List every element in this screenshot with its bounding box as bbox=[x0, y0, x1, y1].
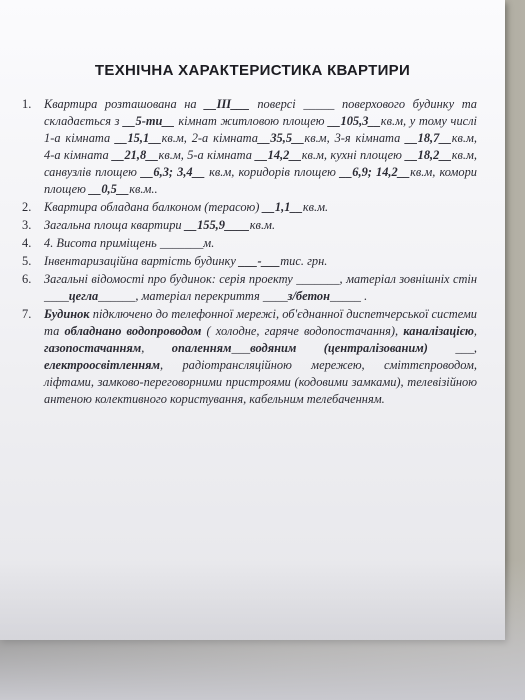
filled-value: __35,5__ bbox=[257, 131, 305, 145]
characteristics-list bbox=[22, 96, 477, 409]
text-fragment: 4. Висота приміщень _______м. bbox=[44, 236, 215, 250]
document-title: ТЕХНІЧНА ХАРАКТЕРИСТИКА КВАРТИРИ bbox=[94, 62, 411, 79]
filled-value: з/бетон bbox=[287, 289, 331, 303]
text-fragment: Загальні відомості про будинок: серія проекту _______, матеріал зовнішніх стін ____ bbox=[44, 272, 477, 303]
text-fragment: тис. грн. bbox=[280, 254, 328, 268]
item-text bbox=[44, 97, 477, 196]
filled-value: газопостачанням bbox=[44, 341, 142, 355]
filled-value: __18,7__ bbox=[405, 131, 452, 145]
text-fragment: кв.м, 3-я кімната bbox=[304, 131, 406, 145]
text-fragment: кв.м, 2-а кімната bbox=[161, 131, 258, 145]
item-number: 5. bbox=[22, 254, 32, 268]
text-fragment: , bbox=[141, 341, 172, 355]
text-fragment: кв.м, у тому числі 1-а кімната bbox=[44, 114, 477, 145]
text-fragment: , радіотрансляційною мережею, сміттєпроводом, ліфтами, замково-переговорними пристроями (кодовими замками), телевізійною антеною колективного користування, кабельним телебаченням. bbox=[44, 358, 477, 406]
filled-value: __15,1__ bbox=[115, 131, 162, 145]
filled-value: __III___ bbox=[204, 97, 250, 111]
list-item bbox=[22, 271, 477, 305]
text-fragment: кв.м, коридорів площею bbox=[205, 165, 340, 179]
list-item bbox=[22, 306, 477, 408]
filled-value: опаленням bbox=[171, 341, 232, 355]
text-fragment: _____ . bbox=[330, 289, 368, 303]
list-item bbox=[22, 199, 477, 216]
text-fragment: Загальна площа квартири bbox=[44, 218, 185, 232]
text-fragment: кв.м. bbox=[302, 200, 329, 214]
item-number: 6. bbox=[22, 272, 32, 286]
item-number: 3. bbox=[22, 218, 32, 232]
filled-value: Будинок bbox=[44, 307, 90, 321]
text-fragment: кв.м, комори площею bbox=[44, 165, 478, 196]
item-number: 1. bbox=[22, 97, 32, 111]
item-text bbox=[44, 200, 328, 214]
filled-value: обладнано водопроводом bbox=[64, 324, 202, 338]
list-item bbox=[22, 235, 477, 252]
item-text bbox=[44, 272, 477, 303]
filled-value: __5-ти__ bbox=[123, 114, 175, 128]
filled-value: __18,2__ bbox=[405, 148, 452, 162]
filled-value: __6,3; 3,4__ bbox=[141, 165, 206, 179]
filled-value: __0,5__ bbox=[88, 182, 130, 196]
text-fragment: кв.м, 4-а кімната bbox=[44, 131, 477, 162]
filled-value: ___-___ bbox=[238, 254, 281, 268]
item-number: 2. bbox=[22, 200, 32, 214]
text-fragment: ( холодне, гаряче водопостачання), bbox=[201, 324, 404, 338]
text-fragment: кв.м. bbox=[249, 218, 276, 232]
text-fragment: Квартира розташована на bbox=[44, 97, 205, 111]
text-fragment: ___, bbox=[427, 341, 477, 355]
list-item bbox=[22, 217, 477, 234]
page-shadow bbox=[0, 560, 525, 700]
item-text bbox=[44, 307, 477, 406]
item-text bbox=[44, 218, 275, 232]
filled-value: каналізацією bbox=[403, 324, 474, 338]
text-fragment: поверсі _____ поверхового будинку та складається з bbox=[44, 97, 477, 128]
item-number: 4. bbox=[22, 236, 32, 250]
filled-value: __155,9____ bbox=[184, 218, 250, 232]
text-fragment: ___ bbox=[231, 341, 251, 355]
text-fragment: кв.м.. bbox=[129, 182, 158, 196]
text-fragment: підключено до телефонної мережі, об'єднанної диспетчерської системи та bbox=[44, 307, 477, 338]
filled-value: __1,1__ bbox=[262, 200, 303, 214]
text-fragment: кімнат житловою площею bbox=[174, 114, 329, 128]
filled-value: __21,8__ bbox=[112, 148, 159, 162]
text-fragment: Квартира обладана балконом (терасою) bbox=[44, 200, 263, 214]
filled-value: водяним (централізованим) bbox=[250, 341, 428, 355]
item-text bbox=[44, 236, 214, 250]
filled-value: електроосвітленням bbox=[44, 358, 160, 372]
list-item bbox=[22, 253, 477, 270]
text-fragment: кв.м, санвузлів площею bbox=[44, 148, 477, 179]
filled-value: цегла bbox=[68, 289, 99, 303]
filled-value: __105,3__ bbox=[328, 114, 381, 128]
list-item bbox=[22, 96, 477, 198]
text-fragment: Інвентаризаційна вартість будинку bbox=[44, 254, 239, 268]
item-text bbox=[44, 254, 327, 268]
text-fragment: кв.м, 5-а кімната bbox=[158, 148, 256, 162]
text-fragment: ______, матеріал перекриття ____ bbox=[98, 289, 288, 303]
filled-value: __14,2__ bbox=[255, 148, 302, 162]
text-fragment: , bbox=[473, 324, 477, 338]
text-fragment: кв.м, кухні площею bbox=[301, 148, 406, 162]
item-number: 7. bbox=[22, 307, 32, 321]
filled-value: __6,9; 14,2__ bbox=[339, 165, 411, 179]
